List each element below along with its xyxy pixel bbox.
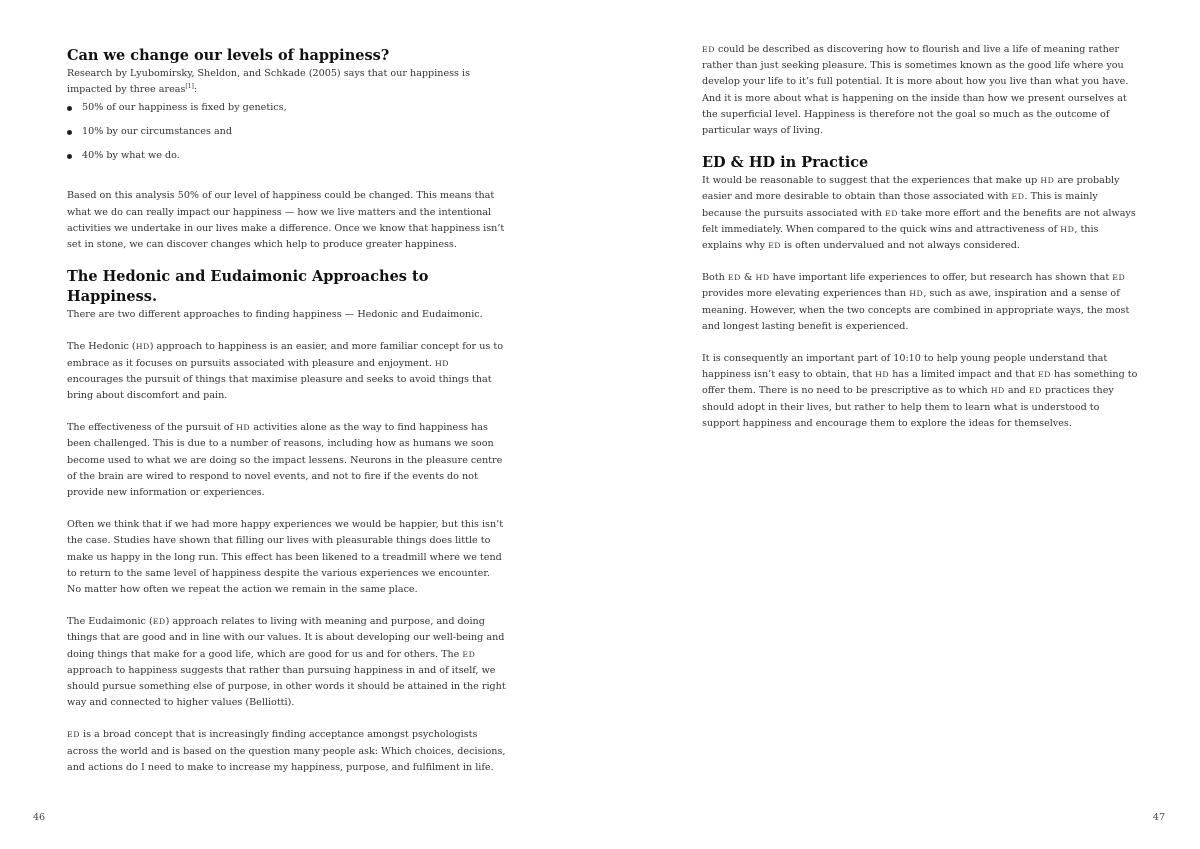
abbr-ed: ED — [768, 241, 782, 251]
heading-change-happiness: Can we change our levels of happiness? — [67, 47, 390, 64]
abbr-ed: ED — [1028, 386, 1042, 396]
text-run: ) approach to happiness is an easier, and more familiar concept for us to embrace as it focuses on pursuits associated with pleasure and enjoyment. — [67, 341, 503, 369]
text-run: & — [740, 272, 756, 284]
right-page — [600, 0, 1200, 849]
list-item-text: 40% by what we do. — [82, 150, 180, 162]
bullet-icon — [67, 106, 72, 111]
heading-approaches: The Hedonic and Eudaimonic Approaches to Happiness. — [67, 268, 429, 306]
intro-colon: : — [193, 84, 198, 96]
text-run: activities alone as the way to find happiness has been challenged. This is due to a number of reasons, including how as humans we soon become used to what we are doing so the impact lessens. Neurons in the pleasure centre of the brain are wired to respond to novel events, and not to fire if the events do not provide new information or experiences. — [67, 422, 503, 499]
text-run: encourages the pursuit of things that maximise pleasure and seeks to avoid things that bring about discomfort and pain. — [67, 373, 492, 402]
text-run: have important life experiences to offer, but research has shown that — [769, 272, 1113, 284]
text-run: is a broad concept that is increasingly finding acceptance amongst psychologists across the world and is based on the question many people ask: Which choices, decisions, and actions do I need to make to increase my happiness, purpose, and fulfilment in life. — [67, 729, 506, 773]
abbr-hd: HD — [236, 423, 251, 433]
text-run: are probably easier and more desirable to obtain than those associated with — [702, 175, 1120, 203]
paragraph-hedonic — [67, 339, 507, 404]
text-run: , this explains why — [702, 223, 1099, 252]
list-item — [67, 124, 507, 140]
paragraph-both — [702, 270, 1140, 335]
abbr-ed: ED — [702, 45, 715, 54]
text-run: is often undervalued and not always considered. — [781, 240, 1020, 252]
text-run: take more effort and the benefits are not always felt immediately. When compared to the quick wins and attractiveness of — [702, 207, 1136, 235]
text-run: The effectiveness of the pursuit of — [67, 422, 237, 434]
text-run: Both — [702, 272, 728, 284]
abbr-hd: HD — [755, 273, 770, 283]
abbr-hd: HD — [875, 370, 890, 380]
list-item-text: 50% of our happiness is fixed by genetics, — [82, 102, 287, 114]
abbr-hd: HD — [1060, 224, 1075, 234]
text-run: and — [1004, 385, 1029, 397]
paragraph-eudaimonic — [67, 614, 507, 711]
paragraph-practice — [702, 173, 1140, 254]
text-run: It is consequently an important part of 10:10 to help young people understand that happiness isn’t easy to obtain, that — [702, 353, 1108, 381]
text-run: has something to offer them. There is no need to be prescriptive as to which — [702, 369, 1138, 397]
text-run: It would be reasonable to suggest that the experiences that make up — [702, 175, 1041, 187]
abbr-ed: ED — [1112, 273, 1126, 283]
right-column — [702, 42, 1140, 432]
abbr-ed: ED — [67, 730, 80, 740]
text-run: has a limited impact and that — [889, 369, 1038, 381]
text-run: , such as awe, inspiration and a sense of meaning. However, when the two concepts are combined in appropriate ways, the most and longest lasting benefit is experienced. — [702, 288, 1130, 332]
abbr-hd: HD — [1040, 176, 1055, 186]
text-run: The Hedonic ( — [67, 341, 136, 353]
left-column — [67, 46, 507, 776]
paragraph-treadmill: Often we think that if we had more happy experiences we would be happier, but this isn’t the case. Studies have shown that filling our lives with pleasurable things does little to make us happy in the long run. This effect has been likened to a treadmill where we tend to return to the same level of happiness despite the various experiences we encounter. No matter how often we repeat the action we remain in the same place. — [67, 519, 504, 596]
abbr-ed: ED — [885, 208, 898, 218]
paragraph-analysis: Based on this analysis 50% of our level of happiness could be changed. This means that what we do can really impact our happiness — how we live matters and the intentional activities we undertake in our lives make a difference. Once we know that happiness isn’t set in stone, we can discover changes which help to produce greater happiness. — [67, 190, 505, 251]
list-item — [67, 148, 507, 164]
list-item-text: 10% by our circumstances and — [82, 126, 232, 138]
page-number-right: 47 — [1152, 812, 1165, 823]
text-run: could be described as discovering how to flourish and live a life of meaning rather rather than just seeking pleasure. This is sometimes known as the good life where you develop your life to it’s full potential. It is more about how you live than what you have. And it is more about what is happening on the inside than how we present ourselves at the superficial level. Happiness is therefore not the goal so much as the outcome of particular ways of living. — [702, 44, 1129, 137]
paragraph-effectiveness — [67, 420, 507, 501]
intro-text: Research by Lyubomirsky, Sheldon, and Schkade (2005) says that our happiness is impacted by three areas — [67, 68, 471, 96]
abbr-hd: HD — [909, 289, 924, 299]
paragraph-consequently — [702, 351, 1140, 432]
page-number-left: 46 — [33, 812, 46, 823]
happiness-factors-list — [67, 100, 507, 164]
paragraph-flourish — [702, 42, 1140, 139]
text-run: provides more elevating experiences than — [702, 288, 910, 300]
abbr-ed: ED — [727, 273, 741, 283]
paragraph-two-approaches: There are two different approaches to finding happiness — Hedonic and Eudaimonic. — [67, 309, 483, 321]
abbr-ed: ED — [152, 617, 166, 627]
text-run: . This is mainly because the pursuits associated with — [702, 191, 1098, 219]
abbr-hd: HD — [435, 358, 450, 368]
abbr-ed: ED — [1011, 192, 1025, 202]
heading-in-practice: ED & HD in Practice — [702, 154, 869, 172]
bullet-icon — [67, 130, 72, 135]
text-run: approach to happiness suggests that rather than pursuing happiness in and of itself, we should pursue something else of purpose, in other words it should be attained in the right way and connected to higher values (Belliotti). — [67, 664, 506, 709]
paragraph-ed-concept — [67, 727, 507, 776]
abbr-hd: HD — [135, 342, 150, 352]
intro-paragraph — [67, 66, 507, 98]
abbr-hd: HD — [990, 386, 1005, 396]
bullet-icon — [67, 154, 72, 159]
text-run: practices they should adopt in their lives, but rather to help them to learn what is understood to support happiness and encourage them to explore the ideas for themselves. — [702, 385, 1114, 429]
abbr-ed: ED — [462, 649, 476, 659]
abbr-ed: ED — [1037, 370, 1051, 380]
list-item — [67, 100, 507, 116]
text-run: The Eudaimonic ( — [67, 616, 153, 628]
text-run: ) approach relates to living with meaning and purpose, and doing things that are good and in line with our values. It is about developing our well-being and doing things that make for a good life, which are good for us and for others. The — [67, 616, 505, 660]
footnote-ref[interactable]: [1] — [185, 83, 194, 91]
